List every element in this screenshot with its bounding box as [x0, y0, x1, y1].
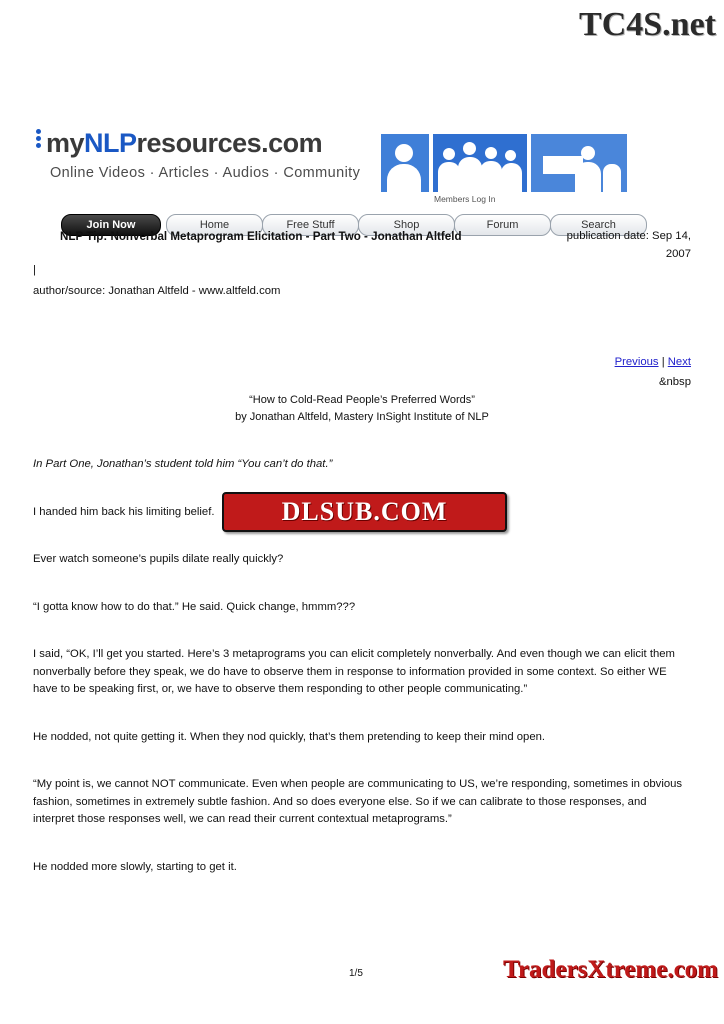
nav-item-shop[interactable]: Shop	[358, 214, 455, 236]
banner-photo-1	[381, 134, 429, 192]
dlsub-watermark-text: DLSUB.COM	[281, 497, 448, 526]
author-source-line: author/source: Jonathan Altfeld - www.altfeld.com	[33, 284, 281, 297]
site-watermark-top: TC4S.net	[579, 6, 716, 43]
paragraph-5: I said, “OK, I’ll get you started. Here’s 3 metaprograms you can elicit completely nonverbally. And even though we can elicit them nonverbally before they speak, we do have to observe them in response to information provided in some context. So either WE have to be speaking first, or, we have to observe them responding to other people communicating.”	[33, 648, 675, 696]
nbsp-text: &nbsp	[658, 375, 691, 388]
banner-photo-3	[531, 134, 627, 192]
paragraph-6: He nodded, not quite getting it. When they nod quickly, that’s them pretending to keep their mind open.	[33, 730, 546, 743]
paragraph-8: He nodded more slowly, starting to get it.	[33, 860, 237, 873]
logo-prefix: my	[46, 128, 85, 158]
pipe-separator: |	[33, 264, 36, 276]
publication-date: publication date: Sep 14, 2007	[566, 230, 691, 260]
dlsub-watermark	[222, 492, 507, 532]
nav-item-search[interactable]: Search	[550, 214, 647, 236]
logo-dots-icon	[36, 127, 46, 150]
nav-item-free-stuff[interactable]: Free Stuff	[262, 214, 359, 236]
banner-photo-strip	[381, 134, 636, 192]
paragraph-1: In Part One, Jonathan’s student told him “You can’t do that.”	[33, 458, 333, 471]
paragraph-7: “My point is, we cannot NOT communicate. Even when people are communicating to US, we’re responding, sometimes in obvious fashion, sometimes in extremely subtle fashion. And so does everyone else. So if we can calibrate to those responses, and interpret those responses well, we can read their current contextual metaprograms.”	[33, 778, 683, 826]
article-title: NLP Tip: Nonverbal Metaprogram Elicitation - Part Two - Jonathan Altfeld	[60, 230, 462, 243]
members-login-label[interactable]: Members Log In	[434, 194, 496, 204]
tradersxtreme-watermark: TradersXtreme.com	[503, 956, 718, 983]
banner-photo-2	[433, 134, 527, 192]
next-link[interactable]: Next	[667, 356, 691, 368]
previous-link[interactable]: Previous	[614, 356, 659, 368]
paragraph-3: Ever watch someone’s pupils dilate really quickly?	[33, 553, 284, 566]
article-pager	[615, 354, 691, 391]
page-number: 1/5	[349, 968, 363, 979]
logo-highlight: NLP	[84, 128, 137, 158]
article-subtitle: “How to Cold-Read People’s Preferred Words”	[249, 394, 475, 406]
paragraph-2: I handed him back his limiting belief.	[33, 505, 215, 518]
pager-separator: |	[661, 356, 665, 368]
paragraph-4: “I gotta know how to do that.” He said. Quick change, hmmm???	[33, 600, 356, 613]
nav-item-join-now[interactable]: Join Now	[61, 214, 161, 236]
nav-item-forum[interactable]: Forum	[454, 214, 551, 236]
logo-text	[36, 128, 381, 159]
site-logo[interactable]	[36, 128, 381, 181]
logo-suffix: resources.com	[136, 128, 323, 158]
article-header	[33, 228, 691, 260]
logo-tagline: Online Videos · Articles · Audios · Community	[50, 165, 361, 181]
article-body	[33, 228, 691, 876]
nav-item-home[interactable]: Home	[166, 214, 263, 236]
article-byline: by Jonathan Altfeld, Mastery InSight Institute of NLP	[235, 411, 489, 424]
